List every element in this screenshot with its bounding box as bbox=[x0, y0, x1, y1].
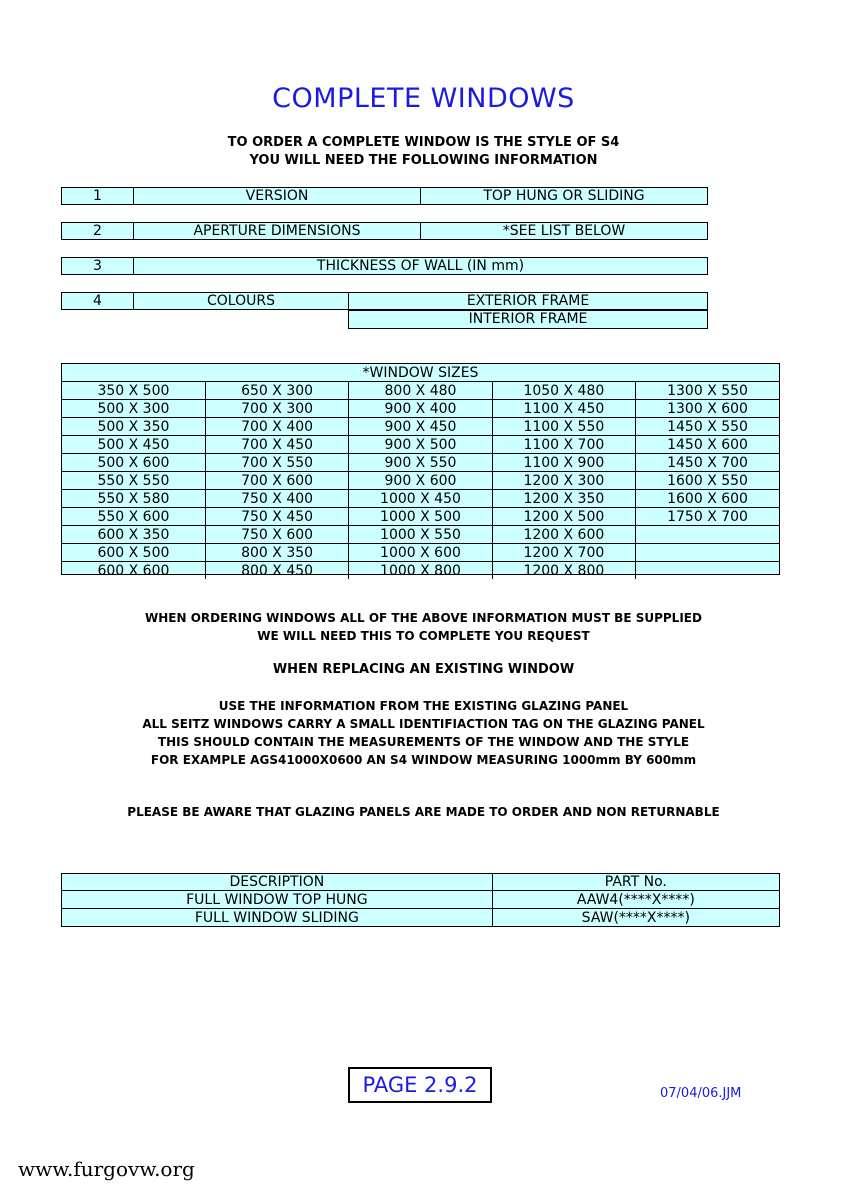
window-size-cell: 650 X 300 bbox=[205, 382, 348, 400]
info-row-2-value: *SEE LIST BELOW bbox=[420, 222, 708, 240]
website-watermark: www.furgovw.org bbox=[18, 1157, 195, 1181]
table-row bbox=[62, 436, 779, 454]
info-row-4-number: 4 bbox=[61, 292, 134, 310]
table-row bbox=[62, 382, 779, 400]
window-size-cell: 1600 X 550 bbox=[636, 472, 779, 490]
window-size-cell: 500 X 300 bbox=[62, 400, 205, 418]
window-size-cell: 750 X 600 bbox=[205, 526, 348, 544]
part-number: AAW4(****X****) bbox=[492, 891, 779, 909]
non-returnable-warning: PLEASE BE AWARE THAT GLAZING PANELS ARE MADE TO ORDER AND NON RETURNABLE bbox=[127, 805, 720, 819]
parts-table bbox=[61, 873, 780, 927]
window-size-cell: 500 X 450 bbox=[62, 436, 205, 454]
window-size-cell: 1000 X 500 bbox=[349, 508, 492, 526]
table-row bbox=[62, 891, 779, 909]
table-row bbox=[62, 526, 779, 544]
window-size-cell: 1450 X 600 bbox=[636, 436, 779, 454]
replacing-note bbox=[0, 697, 847, 769]
info-row-1-value: TOP HUNG OR SLIDING bbox=[420, 187, 708, 205]
replacing-note-line-1: USE THE INFORMATION FROM THE EXISTING GLAZING PANEL bbox=[218, 699, 629, 713]
window-size-cell: 1200 X 600 bbox=[492, 526, 635, 544]
table-row bbox=[62, 544, 779, 562]
window-size-cell: 1100 X 900 bbox=[492, 454, 635, 472]
part-description: FULL WINDOW TOP HUNG bbox=[62, 891, 492, 909]
window-size-cell: 550 X 550 bbox=[62, 472, 205, 490]
info-row-4-label: COLOURS bbox=[133, 292, 349, 310]
window-size-cell: 1450 X 550 bbox=[636, 418, 779, 436]
window-sizes-header: *WINDOW SIZES bbox=[62, 364, 779, 382]
window-size-cell: 600 X 350 bbox=[62, 526, 205, 544]
window-size-cell bbox=[636, 562, 779, 580]
intro-text bbox=[0, 134, 847, 170]
window-size-cell: 900 X 400 bbox=[349, 400, 492, 418]
window-size-cell: 900 X 450 bbox=[349, 418, 492, 436]
window-size-cell: 900 X 600 bbox=[349, 472, 492, 490]
colour-exterior-frame: EXTERIOR FRAME bbox=[348, 292, 708, 310]
ordering-note-line-2: WE WILL NEED THIS TO COMPLETE YOU REQUEST bbox=[257, 629, 590, 643]
ordering-note bbox=[0, 609, 847, 645]
window-size-cell: 1050 X 480 bbox=[492, 382, 635, 400]
replacing-note-line-3: THIS SHOULD CONTAIN THE MEASUREMENTS OF THE WINDOW AND THE STYLE bbox=[157, 735, 690, 749]
window-size-cell: 750 X 400 bbox=[205, 490, 348, 508]
window-size-cell: 1100 X 450 bbox=[492, 400, 635, 418]
window-size-cell: 600 X 500 bbox=[62, 544, 205, 562]
window-size-cell: 1300 X 550 bbox=[636, 382, 779, 400]
window-size-cell: 600 X 600 bbox=[62, 562, 205, 580]
page-number: PAGE 2.9.2 bbox=[348, 1067, 492, 1103]
table-row bbox=[62, 490, 779, 508]
document-date: 07/04/06.JJM bbox=[660, 1086, 742, 1101]
window-size-cell: 550 X 600 bbox=[62, 508, 205, 526]
table-row bbox=[62, 400, 779, 418]
info-row-1-label: VERSION bbox=[133, 187, 421, 205]
table-row bbox=[62, 472, 779, 490]
parts-header-description: DESCRIPTION bbox=[62, 874, 492, 891]
colour-interior-frame: INTERIOR FRAME bbox=[348, 310, 708, 329]
window-size-cell: 1000 X 450 bbox=[349, 490, 492, 508]
window-size-cell: 1100 X 550 bbox=[492, 418, 635, 436]
info-row-3-number: 3 bbox=[61, 257, 134, 275]
window-size-cell: 900 X 500 bbox=[349, 436, 492, 454]
window-size-cell: 500 X 600 bbox=[62, 454, 205, 472]
window-size-cell: 700 X 550 bbox=[205, 454, 348, 472]
part-description: FULL WINDOW SLIDING bbox=[62, 909, 492, 927]
window-sizes-table bbox=[61, 363, 780, 579]
window-size-cell: 1200 X 500 bbox=[492, 508, 635, 526]
part-number: SAW(****X****) bbox=[492, 909, 779, 927]
window-size-cell: 1000 X 600 bbox=[349, 544, 492, 562]
window-size-cell: 1200 X 350 bbox=[492, 490, 635, 508]
table-row bbox=[62, 418, 779, 436]
window-size-cell: 1600 X 600 bbox=[636, 490, 779, 508]
replacing-note-line-4: FOR EXAMPLE AGS41000X0600 AN S4 WINDOW MEASURING 1000mm BY 600mm bbox=[150, 753, 697, 767]
window-size-cell: 1000 X 800 bbox=[349, 562, 492, 580]
window-size-cell: 1300 X 600 bbox=[636, 400, 779, 418]
info-row-2-label: APERTURE DIMENSIONS bbox=[133, 222, 421, 240]
table-row bbox=[62, 454, 779, 472]
window-size-cell bbox=[636, 544, 779, 562]
window-size-cell: 1750 X 700 bbox=[636, 508, 779, 526]
window-size-cell: 700 X 600 bbox=[205, 472, 348, 490]
info-row-3-label: THICKNESS OF WALL (IN mm) bbox=[133, 257, 708, 275]
window-size-cell: 350 X 500 bbox=[62, 382, 205, 400]
window-size-cell: 800 X 450 bbox=[205, 562, 348, 580]
window-size-cell: 550 X 580 bbox=[62, 490, 205, 508]
parts-header-part-no: PART No. bbox=[492, 874, 779, 891]
window-size-cell: 500 X 350 bbox=[62, 418, 205, 436]
replacing-note-line-2: ALL SEITZ WINDOWS CARRY A SMALL IDENTIFIACTION TAG ON THE GLAZING PANEL bbox=[142, 717, 705, 731]
intro-line-2: YOU WILL NEED THE FOLLOWING INFORMATION bbox=[249, 153, 598, 168]
window-size-cell: 700 X 400 bbox=[205, 418, 348, 436]
window-size-cell: 800 X 350 bbox=[205, 544, 348, 562]
window-size-cell: 1450 X 700 bbox=[636, 454, 779, 472]
window-size-cell: 1200 X 800 bbox=[492, 562, 635, 580]
window-size-cell: 1000 X 550 bbox=[349, 526, 492, 544]
table-row bbox=[62, 508, 779, 526]
window-size-cell: 700 X 450 bbox=[205, 436, 348, 454]
window-size-cell: 800 X 480 bbox=[349, 382, 492, 400]
window-size-cell: 1100 X 700 bbox=[492, 436, 635, 454]
info-row-1-number: 1 bbox=[61, 187, 134, 205]
window-size-cell: 1200 X 700 bbox=[492, 544, 635, 562]
window-size-cell: 700 X 300 bbox=[205, 400, 348, 418]
page-title: COMPLETE WINDOWS bbox=[272, 83, 575, 114]
table-row bbox=[62, 909, 779, 927]
window-size-cell: 1200 X 300 bbox=[492, 472, 635, 490]
replacing-heading: WHEN REPLACING AN EXISTING WINDOW bbox=[272, 662, 575, 677]
window-size-cell: 900 X 550 bbox=[349, 454, 492, 472]
intro-line-1: TO ORDER A COMPLETE WINDOW IS THE STYLE OF S4 bbox=[227, 135, 620, 150]
table-row bbox=[62, 562, 779, 580]
window-size-cell: 750 X 450 bbox=[205, 508, 348, 526]
info-row-2-number: 2 bbox=[61, 222, 134, 240]
window-size-cell bbox=[636, 526, 779, 544]
ordering-note-line-1: WHEN ORDERING WINDOWS ALL OF THE ABOVE INFORMATION MUST BE SUPPLIED bbox=[145, 611, 702, 625]
